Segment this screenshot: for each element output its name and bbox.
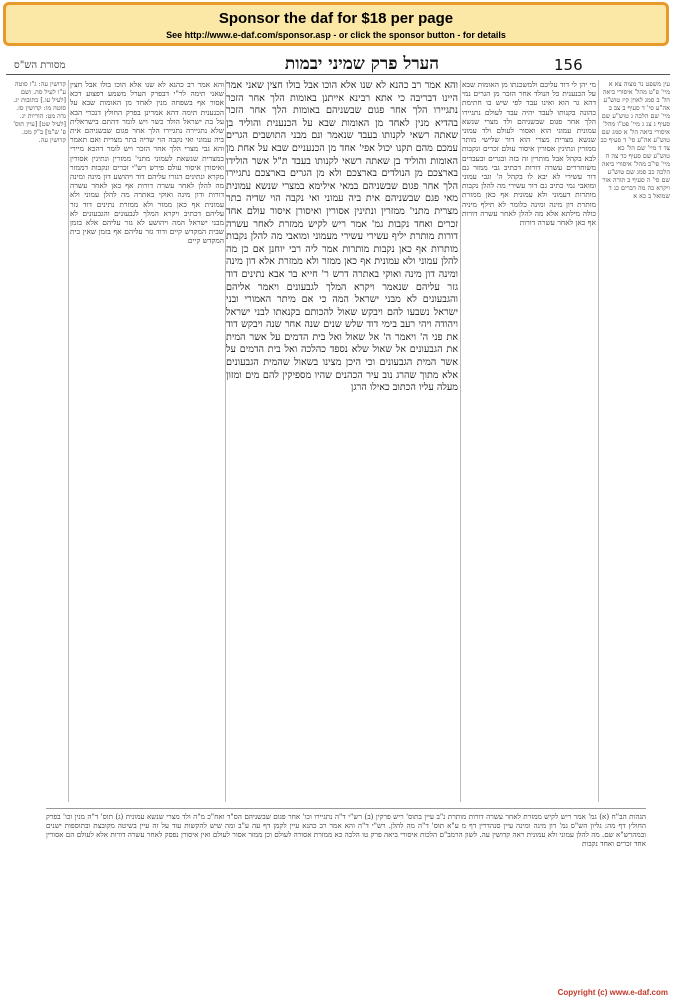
sponsor-banner-title[interactable]: Sponsor the daf for $18 per page	[218, 10, 454, 27]
rashi-commentary: מי יהן לי דוד עליכם ולמשכנתו מן האומות שבא על הכנענית כל הנולד אחר הזכר מן הגרים נמי דהא גר הוא ואינו עבד לפי שיש בו חתימת כהונה בקנותו לעבד יהיה עבד לעולם נתגיירו הלך אחר פגום שבשניהם ולד מצרי שנשא עמונית עמוני הוא ואסור לעולם ולד עמוני שנשא מצרית מצרי הוא דור שלישי מותר ממזרין ונתינין אסורין איסור עולם זכרים ונקבות לבא בקהל אבל מותרין זה בזה ובגרים ובעבדים משוחררים עשרה דורות דכתיב גבי ממזר גם דור עשירי לא יבא לו בקהל ה' וגבי עמוני ומואבי נמי כתיב גם דור עשירי מה להלן נקבות מותרות דעמוני ולא עמונית אף כאן ממזרת מותרת דון מינה ומינה כלומר לא תילף מיניה כולה מילתא אלא מה להלן לאחר עשרה דורות אף כאן לאחר עשרה דורות	[462, 80, 596, 228]
sponsor-banner[interactable]	[3, 2, 669, 46]
column-divider	[68, 80, 69, 802]
page-header	[6, 54, 670, 76]
bottom-commentary: הגהות הב"ח (א) גמ' אמר ריש לקיש ממזרת לאחר עשרה דורות מותרת נ"ב עיין בתוס' ריש פרקין (ב) רש"י ד"ה נתגיירו וכו' אחר פגום שבשניהם הס"ד ואח"כ מ"ה ולד מצרי שנשא עמונית (ג) תוס' ד"ה מנין וכו' בפרק החולץ דף מה: גליון הש"ס גמ' דון מינה ומינה עיין סנהדרין דף מ ע"א תוס' ד"ה מה להלן. רש"י ד"ה והא אמר רב כהנא עיין לקמן דף עה ע"ב ומה שיש להקשות עוד על זה עיין בשיטה מקובצת ובתוספות ישנים ובמהרש"א שם. מה להלן עמוני ולא עמונית ראה קדושין עה. לשון הרמב"ם הלכות איסורי ביאה פרק טו הלכה כא ממזרת אסורה לעולם וכן ממזר אסור לעולם ואין איסורן נפסק לאחר עשרה דורות אלא לעולם הם אסורין אחד זכרים ואחד נקבות	[46, 812, 646, 848]
copyright-notice: Copyright (c) www.e-daf.com	[557, 988, 668, 997]
page-title: הערל פרק שמיני יבמות	[284, 54, 440, 74]
right-margin-references: עין משפט נר מצוה צא א מיי' פ"ט מהל' איסורי ביאה הל' ב סמג לאוין קיז טוש"ע אה"ע סי' ד סעיף ב צב ב מיי' שם הלכה ג טוש"ע שם סעיף ג צג ג מיי' פט"ו מהל' איסורי ביאה הל' א סמג שם טוש"ע אה"ע סי' ד סעיף כב צד ד מיי' שם הל' כא טוש"ע שם סעיף כד צה ה מיי' פי"ב מהל' איסורי ביאה הלכה כב סמג שם טוש"ע שם סי' ה סעיף ב תורה אור ויקרא כה מה דברים כג ד שמואל ב כא א	[600, 80, 670, 200]
header-left-label: מסורת הש"ס	[14, 60, 66, 71]
tosafot-commentary: והא אמר רב כהנא לא שנו אלא הוכו בולו אבל חצין שאני תימה לר"י דבפרק הערל משמע דפצוע דכא אסור אף בשפחה מנין לאחד מן האומות שבא על הכנענית תימה דהא אמרינן בפרק החולץ דנכרי הבא על בת ישראל הולד כשר ויש לומר דהתם בישראלית שלא נתגיירה נתגיירו הלך אחר פגום שבשניהם אית ביה עמוני ואי נקבה הוי שדיה בתר מצרית ואם תאמר והא גבי מצרי הלך אחר הזכר ויש לומר דהכא מיירי במצרית שנשאת לעמוני מתני' ממזרין ונתינין אסורין ואיסורן איסור עולם פירש רש"י זכרים ונקבות דממזר מקרא ונתינים דגזרו עליהם דוד ויהושע דון מינה ומינה מה להלן לאחר עשרה דורות אף כאן לאחר עשרה דורות ודון מינה ואוקי באתרה מה להלן עמוני ולא עמונית אף כאן ממזר ולא ממזרת נתינים דוד גזר עליהם דכתיב ויקרא המלך לגבעונים והגבעונים לא מבני ישראל המה ויהושע לא גזר עליהם אלא בזמן שבית המקדש קיים ודוד גזר עליהם אף בזמן שאין בית המקדש קיים	[70, 80, 224, 246]
bottom-rule	[46, 808, 646, 809]
page-number: 156	[554, 56, 583, 74]
header-rule	[6, 74, 670, 75]
column-divider	[460, 80, 461, 802]
column-divider	[598, 80, 599, 802]
gemara-main-text: והא אמר רב כהנא לא שנו אלא הוכו אבל בולו חצין שאני אמר היינו דבריבה כי אתא רבינא אייתנן באומות הלך אחר הזכר נתגיירו הלך אחר פגום שבשניהם באומות הלך אחר הזכר בהדיא מנין לאחד מן האומות שבא על הכנענית והוליד בן שאתה רשאי לקנותו בעבד שנאמר ונם מבני התושבים הגרים עמכם מהם תקנו יכול אפי' אחד מן הכנעניים שבא על אחת מן האומות והוליד בן שאתה רשאי לקנותו בעבד ת"ל אשר הולידו בארצכם מן הנולדים בארצכם ולא מן הגרים בארצכם נתגיירו הלך אחר פגום שבשניהם במאי אילימא במצרי שנשא עמונית מאי פגם שבשניהם אית ביה עמוני ואי נקבה הוי שדיה בתר מצרית מתני' ממזרין ונתינין אסורין ואיסורן איסור עולם אחד זכרים ואחד נקבות גמ' אמר ריש לקיש ממזרת לאחר עשרה דורות מותרת יליף עשירי עשירי מעמוני ומואבי מה להלן נקבות מותרות אף כאן נקבות מותרות אמר ליה רבי יוחנן אם כן מה להלן עמוני ולא עמונית אף כאן ממזר ולא ממזרת אלא דון מינה ומינה דון מינה ואוקי באתרה דרש ר' חייא בר אבא נתינים דוד גזר עליהם שנאמר ויקרא המלך לגבעונים ויאמר אליהם והגבעונים לא מבני ישראל המה כי אם מיתר האמורי ובני ישראל נשבעו להם ויבקש שאול להכותם בקנאתו לבני ישראל ויהודה ויהי רעב בימי דוד שלש שנים שנה אחר שנה ויבקש דוד את פני ה' ויאמר ה' אל שאול ואל בית הדמים על אשר המית את הגבעונים אל שאול שלא נספד כהלכה ואל בית הדמים על אשר המית הגבעונים וכי היכן מצינו בשאול שהמית הגבעונים אלא מתוך שהרג נוב עיר הכהנים שהיו מספיקין להם מים ומזון מעלה עליו הכתוב כאילו הרגן	[226, 80, 458, 394]
talmud-page	[6, 50, 670, 982]
left-margin-references: קדושין עה: ג"ז סוטה ע"ו לעיל סה. ושם [לעיל עו.] כתובות יג. סוטה מו: קדושין סז. נדה מט: הוריות יג. [לעיל שט] [עיין תוס' פ' ש"מ] ב"ק מט. קדושין עה.	[13, 80, 66, 144]
sponsor-banner-subtitle[interactable]: See http://www.e-daf.com/sponsor.asp - or click the sponsor button - for details	[166, 30, 506, 40]
